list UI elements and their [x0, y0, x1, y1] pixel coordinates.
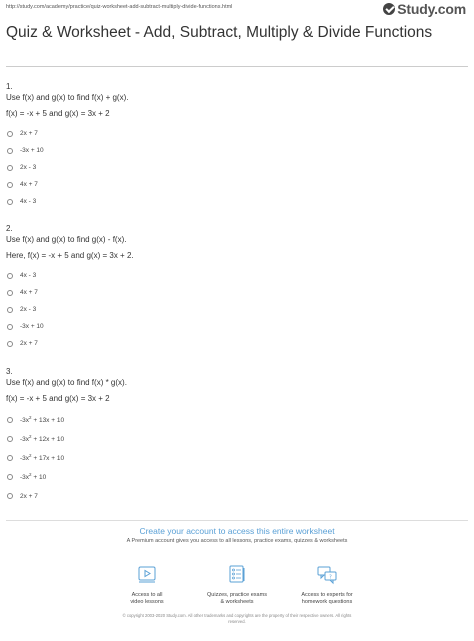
chat-experts-icon — [316, 563, 338, 585]
feature-quizzes — [192, 563, 282, 606]
premium-promo — [0, 526, 474, 544]
option-label: $-3x^2 + 10$ — [20, 471, 47, 482]
question-number: 3. — [6, 367, 13, 376]
question-1 — [6, 82, 466, 210]
question-text: f(x) = -x + 5 and g(x) = 3x + 2 — [6, 394, 110, 403]
question-text: f(x) = -x + 5 and g(x) = 3x + 2 — [6, 109, 110, 118]
feature-experts — [282, 563, 372, 606]
quiz-checklist-icon — [226, 563, 248, 585]
option-label: $-3x^2 + 17x + 10$ — [20, 452, 65, 463]
radio-icon[interactable] — [7, 148, 13, 154]
answer-option[interactable] — [6, 301, 466, 318]
page-url: http://study.com/academy/practice/quiz-worksheet-add-subtract-multiply-divide-functions.html — [6, 4, 233, 10]
radio-icon[interactable] — [7, 182, 13, 188]
answer-option[interactable] — [6, 318, 466, 335]
radio-icon[interactable] — [7, 307, 13, 313]
question-text: Use f(x) and g(x) to find g(x) - f(x). — [6, 235, 127, 244]
promo-divider — [6, 520, 468, 521]
copyright-text: © copyright 2003-2020 Study.com. All other trademarks and copyrights are the property of their respective owners. All rights — [122, 613, 352, 618]
question-text: Here, f(x) = -x + 5 and g(x) = 3x + 2. — [6, 251, 134, 260]
radio-icon[interactable] — [7, 290, 13, 296]
study-logo — [383, 1, 466, 17]
option-label: 4x + 7 — [20, 289, 38, 296]
option-label: -3x + 10 — [20, 147, 44, 154]
feature-label: video lessons — [130, 599, 164, 605]
option-label: 2x + 7 — [20, 340, 38, 347]
video-icon — [136, 563, 158, 585]
feature-video-lessons — [102, 563, 192, 606]
promo-subtitle: A Premium account gives you access to all lessons, practice exams, quizzes & worksheets — [126, 538, 348, 544]
answer-option[interactable] — [6, 142, 466, 159]
answer-option[interactable] — [6, 467, 466, 486]
option-label: 2x - 3 — [20, 306, 37, 313]
question-3 — [6, 367, 466, 505]
radio-icon[interactable] — [7, 436, 13, 442]
answer-option[interactable] — [6, 125, 466, 142]
radio-icon[interactable] — [7, 199, 13, 205]
radio-icon[interactable] — [7, 493, 13, 499]
feature-label: Access to experts for — [301, 592, 353, 598]
option-label: 2x - 3 — [20, 164, 37, 171]
question-number: 2. — [6, 224, 13, 233]
svg-text:?: ? — [329, 574, 332, 581]
question-number: 1. — [6, 82, 13, 91]
question-text: Use f(x) and g(x) to find f(x) * g(x). — [6, 378, 127, 387]
option-label: 2x + 7 — [20, 130, 38, 137]
option-label: 4x + 7 — [20, 181, 38, 188]
checkmark-logo-icon — [383, 3, 395, 15]
feature-label: Quizzes, practice exams — [207, 592, 267, 598]
option-label: $-3x^2 + 12x + 10$ — [20, 433, 65, 444]
title-divider — [6, 66, 468, 67]
option-label: $-3x^2 + 13x + 10$ — [20, 414, 65, 425]
radio-icon[interactable] — [7, 474, 13, 480]
feature-label: homework questions — [301, 599, 353, 605]
radio-icon[interactable] — [7, 165, 13, 171]
question-text: Use f(x) and g(x) to find f(x) + g(x). — [6, 93, 129, 102]
page-title: Quiz & Worksheet - Add, Subtract, Multiply & Divide Functions — [6, 24, 433, 41]
answer-option[interactable] — [6, 335, 466, 352]
answer-option[interactable] — [6, 448, 466, 467]
feature-label: & worksheets — [220, 599, 254, 605]
option-label: 2x + 7 — [20, 493, 38, 501]
promo-title[interactable]: Create your account to access this entire worksheet — [139, 526, 335, 536]
radio-icon[interactable] — [7, 341, 13, 347]
radio-icon[interactable] — [7, 455, 13, 461]
feature-label: Access to all — [131, 592, 163, 598]
option-label: 4x - 3 — [20, 198, 37, 205]
radio-icon[interactable] — [7, 273, 13, 279]
radio-icon[interactable] — [7, 324, 13, 330]
logo-text: Study.com — [397, 1, 466, 17]
copyright-footer — [0, 613, 474, 625]
answer-option[interactable] — [6, 284, 466, 301]
radio-icon[interactable] — [7, 131, 13, 137]
answer-option[interactable] — [6, 410, 466, 429]
answer-option[interactable] — [6, 193, 466, 210]
option-label: -3x + 10 — [20, 323, 44, 330]
radio-icon[interactable] — [7, 417, 13, 423]
answer-option[interactable] — [6, 159, 466, 176]
answer-option[interactable] — [6, 267, 466, 284]
answer-option[interactable] — [6, 486, 466, 505]
option-label: 4x - 3 — [20, 272, 37, 279]
answer-option[interactable] — [6, 429, 466, 448]
answer-option[interactable] — [6, 176, 466, 193]
copyright-text: reserved. — [228, 619, 246, 624]
question-2 — [6, 224, 466, 352]
